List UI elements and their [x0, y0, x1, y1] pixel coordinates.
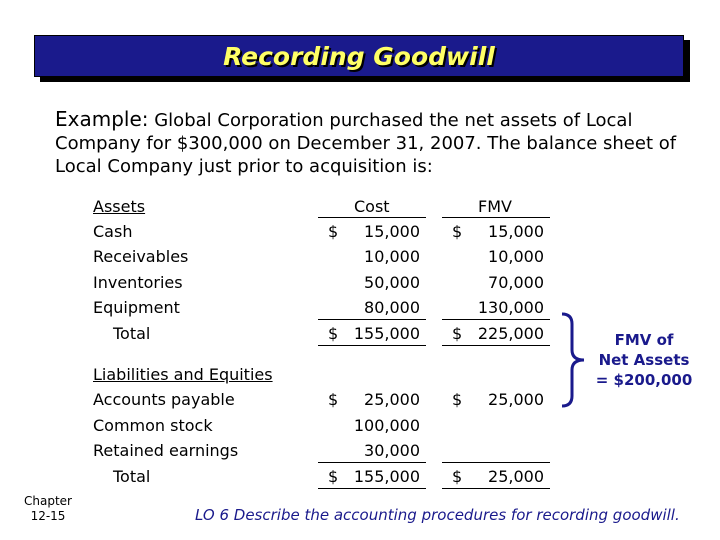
assets-header: Assets — [93, 197, 146, 216]
fmv-note-line1: FMV of — [614, 331, 674, 349]
example-label: Example: — [55, 107, 149, 131]
cost-dollar: $ — [328, 467, 339, 486]
asset-label: Cash — [93, 222, 133, 241]
fmv-value: 10,000 — [488, 247, 544, 266]
cost-total-rule — [318, 345, 426, 346]
liability-label: Retained earnings — [93, 441, 239, 460]
fmv-note-line2: Net Assets — [598, 351, 690, 369]
fmv-dollar: $ — [452, 467, 463, 486]
fmv-value: 25,000 — [488, 390, 544, 409]
chapter-text: Chapter — [24, 494, 72, 508]
fmv-value: 130,000 — [477, 298, 544, 317]
fmv-total-value: 25,000 — [488, 467, 544, 486]
cost-value: 80,000 — [364, 298, 420, 317]
cost-value: 10,000 — [364, 247, 420, 266]
cost-value: 15,000 — [364, 222, 420, 241]
fmv-dollar: $ — [452, 222, 463, 241]
fmv-dollar: $ — [452, 324, 463, 343]
fmv-value: 15,000 — [488, 222, 544, 241]
bracket-icon — [560, 310, 590, 410]
fmv-dollar: $ — [452, 390, 463, 409]
cost-value: 30,000 — [364, 441, 420, 460]
slide-title: Recording Goodwill — [223, 41, 495, 71]
cost-header: Cost — [354, 197, 390, 216]
liabilities-header: Liabilities and Equities — [93, 365, 273, 384]
liability-label: Accounts payable — [93, 390, 235, 409]
title-banner — [34, 35, 684, 77]
chapter-page: 12-15 — [30, 509, 66, 523]
cost-total-value: 155,000 — [353, 324, 420, 343]
assets-total-label: Total — [113, 324, 151, 343]
fmv-total-rule — [442, 345, 550, 346]
asset-label: Equipment — [93, 298, 180, 317]
cost-subtotal-rule — [318, 319, 426, 320]
liab-total-label: Total — [113, 467, 151, 486]
liab-fmv-total-rule — [442, 488, 550, 489]
fmv-value: 70,000 — [488, 273, 544, 292]
cost-value: 50,000 — [364, 273, 420, 292]
liab-cost-subtotal-rule — [318, 462, 426, 463]
chapter-label — [18, 494, 78, 524]
liab-cost-total-rule — [318, 488, 426, 489]
liability-label: Common stock — [93, 416, 213, 435]
asset-label: Receivables — [93, 247, 189, 266]
cost-value: 100,000 — [353, 416, 420, 435]
fmv-header: FMV — [478, 197, 512, 216]
fmv-net-assets-note — [588, 330, 700, 390]
fmv-total-value: 225,000 — [477, 324, 544, 343]
cost-dollar: $ — [328, 390, 339, 409]
asset-label: Inventories — [93, 273, 183, 292]
example-text: Global Corporation purchased the net assets of Local Company for $300,000 on December 31, 2007. The balance sheet of Local Company just prior to acquisition is: — [55, 110, 677, 177]
cost-dollar: $ — [328, 324, 339, 343]
fmv-note-line3: = $200,000 — [595, 371, 693, 389]
learning-objective: LO 6 Describe the accounting procedures for recording goodwill. — [195, 506, 680, 524]
cost-value: 25,000 — [364, 390, 420, 409]
liab-fmv-subtotal-rule — [442, 462, 550, 463]
cost-total-value: 155,000 — [353, 467, 420, 486]
cost-dollar: $ — [328, 222, 339, 241]
fmv-header-rule — [442, 217, 550, 218]
intro-paragraph — [55, 108, 685, 178]
cost-header-rule — [318, 217, 426, 218]
fmv-subtotal-rule — [442, 319, 550, 320]
